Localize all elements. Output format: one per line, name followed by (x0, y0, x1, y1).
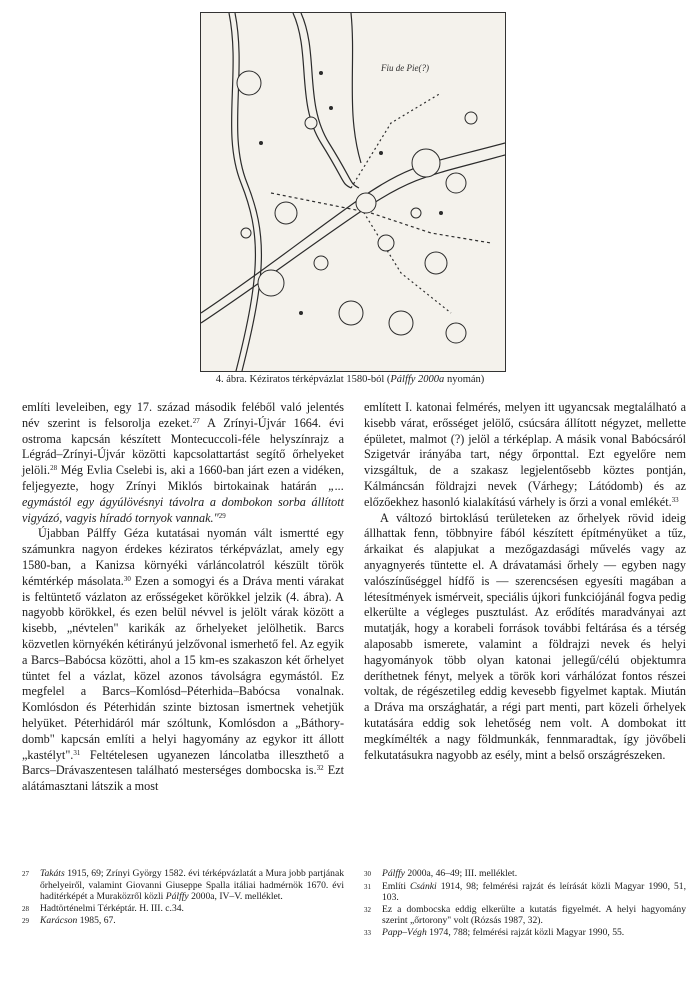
caption-suffix: nyomán) (444, 374, 485, 385)
footnote: 28 Hadtörténelmi Térképtár. H. III. c.34. (22, 902, 184, 914)
footnote-ref: 30 (123, 574, 131, 583)
map-label: Fiu de Pie(?) (381, 63, 429, 73)
footnote-ref: 33 (671, 495, 679, 504)
footnote: 27 Takáts 1915, 69; Zrínyi György 1582. évi térképvázlatát a Mura jobb partjának őrhelyeiről, valamint Giovanni Giuseppe Spalla itáliai hadmérnök 1670. évi haditérképét a Muraközről közli Pálffy 2000a, IV–V. melléklet. (22, 868, 344, 903)
footnote: 31 Említi Csánki 1914, 98; felmérési rajzát és leírását közli Magyar 1990, 51, 103. (364, 880, 687, 904)
paragraph: A változó birtoklású területeken az őrhelyek rövid ideig állhattak fenn, többnyire fából készített építményüket a tűz, árkaikat és alapjukat a mezőgazdasági művelés vagy az anyagnyerés tüntette el. A drávatamási őrhely — egyben nagy valószínűséggel hídfő is — szerencsésen egyesíti magában a létesítmények ismérveit, speciális újkori funkciójánál fogva pedig elkerülte a végleges pusztulást. Az erődítés maradványai azt mutatják, hogy a korabeli források további feltárása és a térség alaposabb ismerete, valamint a földrajzi nevek és helyi hagyományok több olyan katonai jellegű/célú objektumra deríthetnek fényt, melyek a török kori várhálózat fontos részei voltak, de régészetileg eddig kevesebb figyelmet kaptak. Miután a Dráva ma országhatár, a régi part menti, part közeli őrhelyek kutatására eddig sok lehetőség nem volt. A dombokat itt megkímélték a nagy földmunkák, fennmaradtak, így jövőbeli felkutatásukra nagyobb az esély, mint a belső országrészeken. (364, 510, 686, 762)
footnote: 32 Ez a dombocska eddig elkerülte a kutatás figyelmét. A helyi hagyomány szerint „őrtorony" volt (Rózsás 1987, 32). (364, 903, 686, 927)
footnote: 29 Karácson 1985, 67. (22, 915, 116, 927)
figure-caption (0, 374, 700, 385)
footnote: 30 Pálffy 2000a, 46–49; III. melléklet. (364, 868, 518, 879)
sketch-map (201, 13, 505, 371)
footnote-ref: 29 (218, 511, 226, 520)
left-column (22, 400, 344, 795)
footnote-ref: 31 (73, 748, 81, 757)
paragraph: Újabban Pálffy Géza kutatásai nyomán vált ismertté egy számunkra nagyon érdekes kéziratos térképvázlat, amely egy 1580-ban, a Kanizsa környéki várláncolatról készült török kémtérkép másolata.$^{30}$ Ezen a somogyi és a Dráva menti várakat is feltüntető vázlaton az erősségeket körökkel jelzik (4. ábra). A nagyobb körökkel, és ezen belül névvel is jelölt várak között a kisebb, „névtelen" karikák az őrhelyeket jelölhetik. Barcs közvetlen környékén kétirányú jelzővonal ismerhető fel. Az egyik a Barcs–Babócsa közötti, ahol a 15 km-es szakaszon két őrhelyet tüntet fel a vázlat, közel azonos távolságra egymástól. Ez megfelel a Barcs–Komlósd–Péterhida–Babócsa vonalnak. Komlósdon és Péterhidán szinte biztosan ismertnek vehetjük helyüket. Péterhidáról már szóltunk, Komlósdon a „Báthory-domb" kapcsán említi a helyi hagyomány az egykor itt állott „kastélyt".$^{31}$ Feltételesen ugyanezen láncolatba illeszthető a Barcs–Drávaszentesen található mesterséges dombocska is.$^{32}$ Ezt alátámasztani látszik a most (22, 526, 344, 794)
footnote-ref: 32 (316, 764, 324, 773)
quote: „... egymástól egy ágyúlövésnyi távolra a dombokon sorba állított vigyázó, vagyis híradó tornyok vannak." (22, 478, 344, 525)
footnotes-right (364, 868, 686, 940)
river-center (293, 13, 351, 188)
river-left (229, 13, 255, 371)
caption-text: 4. ábra. Kéziratos térképvázlat 1580-ból ( (215, 374, 391, 385)
map-figure (200, 12, 506, 372)
footnote-ref: 27 (192, 416, 200, 425)
fortress-marker (237, 71, 261, 95)
caption-source: Pálffy 2000a (390, 374, 445, 385)
footnotes-left (22, 868, 344, 928)
paragraph: említett I. katonai felmérés, melyen itt ugyancsak megtalálható a kisebb várat, erősséget jelölő, csúcsára állított négyzet, mellette épületet, malmot (?) jelöl a térképlap. A másik vonal Babócsáról Szigetvár irányába tart, négy őrponttal. Ezt egyelőre nem vizsgáltuk, de a szakasz legjelentősebb köztes pontján, Kálmáncsán földrajzi nevek (Várhegy; Látódomb) és az előzőekhez hasonló kialakítású várhely is őrzi a vonal emlékét.$^{33}$ (364, 400, 686, 509)
paragraph: említi leveleiben, egy 17. század második feléből való jelentés név szerint is felsorolja ezeket.$^{27}$ A Zrínyi-Újvár 1664. évi ostroma kapcsán készített Montecuccoli-féle helyszínrajz a Légrád–Zrínyi-Újvár közötti kapcsolattartást segítő őrhelyeket jelöli.$^{28}$ Még Evlia Cselebi is, aki a 1660-ban járt ezen a vidéken, feljegyezte, hogy Zrínyi Miklós birtokainak határán „... egymástól egy ágyúlövésnyi távolra a dombokon sorba állított vigyázó, vagyis híradó tornyok vannak."$^{29}$ (22, 400, 344, 525)
right-column (364, 400, 686, 763)
river-right (351, 13, 361, 163)
footnote: 33 Papp–Végh 1974, 788; felmérési rajzát közli Magyar 1990, 55. (364, 926, 625, 938)
footnote-ref: 28 (50, 464, 58, 473)
road-line (271, 193, 491, 243)
